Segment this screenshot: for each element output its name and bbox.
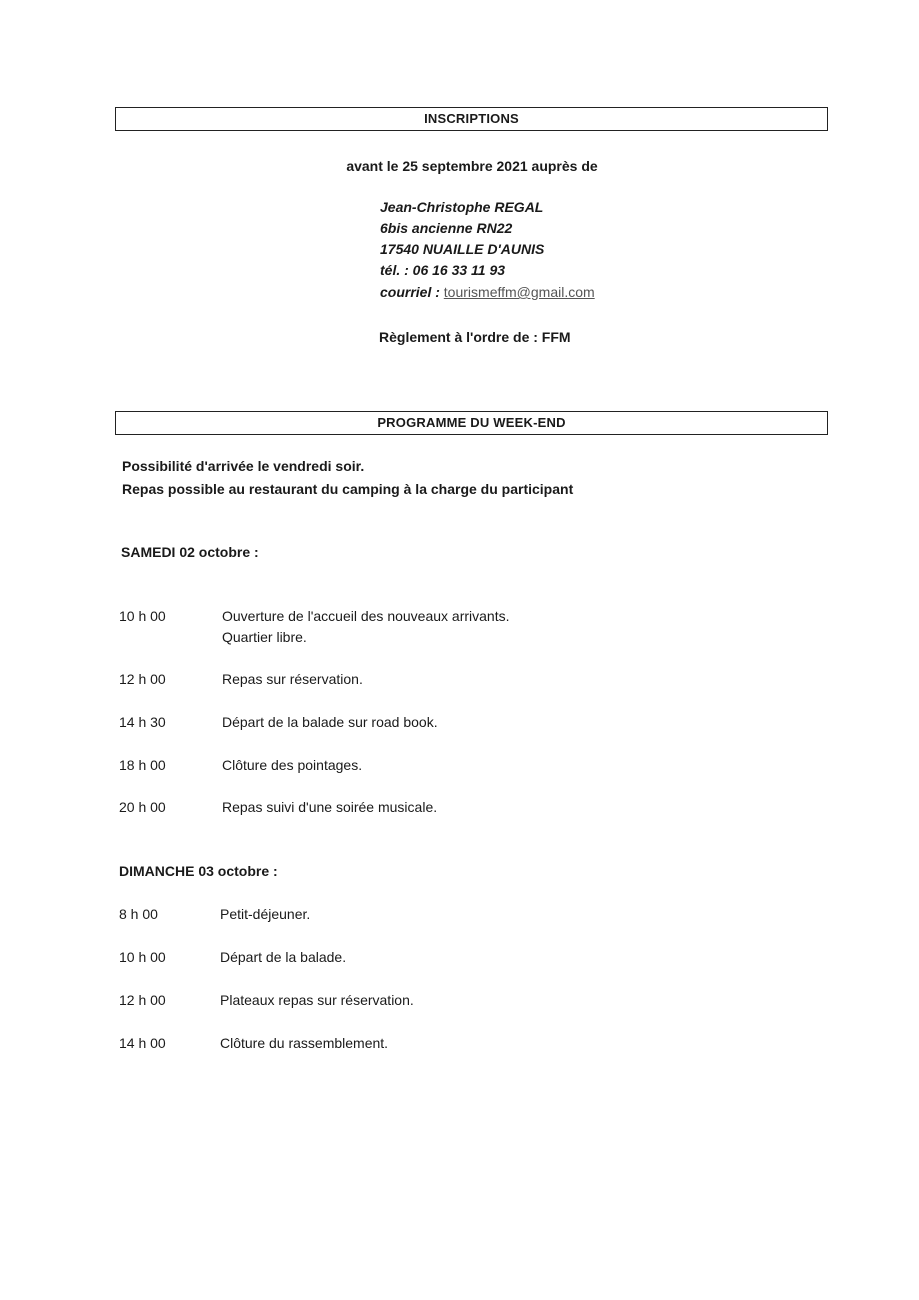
contact-name: Jean-Christophe REGAL <box>380 199 544 215</box>
schedule-desc: Départ de la balade sur road book. <box>222 714 438 730</box>
email-label: courriel : <box>380 284 440 300</box>
contact-address-line1: 6bis ancienne RN22 <box>380 220 513 236</box>
contact-phone: tél. : 06 16 33 11 93 <box>380 262 506 278</box>
schedule-desc: Clôture du rassemblement. <box>220 1035 389 1051</box>
schedule-time: 12 h 00 <box>119 671 166 687</box>
intro-arrival: Possibilité d'arrivée le vendredi soir. <box>122 458 365 474</box>
schedule-time: 20 h 00 <box>119 799 166 815</box>
programme-header: PROGRAMME DU WEEK-END <box>115 411 828 435</box>
schedule-time: 18 h 00 <box>119 757 166 773</box>
schedule-time: 12 h 00 <box>119 992 166 1008</box>
schedule-desc-secondary: Quartier libre. <box>222 629 307 645</box>
schedule-desc: Clôture des pointages. <box>222 757 363 773</box>
schedule-desc: Repas suivi d'une soirée musicale. <box>222 799 438 815</box>
schedule-desc: Départ de la balade. <box>220 949 347 965</box>
schedule-desc: Plateaux repas sur réservation. <box>220 992 414 1008</box>
schedule-time: 10 h 00 <box>119 949 166 965</box>
intro-meal: Repas possible au restaurant du camping à la charge du participant <box>122 481 574 497</box>
sunday-title: DIMANCHE 03 octobre : <box>119 863 278 879</box>
schedule-time: 14 h 00 <box>119 1035 166 1051</box>
contact-email-line <box>380 282 595 303</box>
schedule-time: 14 h 30 <box>119 714 166 730</box>
schedule-desc: Repas sur réservation. <box>222 671 363 687</box>
schedule-time: 8 h 00 <box>119 906 158 922</box>
deadline-text: avant le 25 septembre 2021 auprès de <box>346 158 598 174</box>
inscriptions-header: INSCRIPTIONS <box>115 107 828 131</box>
contact-address-line2: 17540 NUAILLE D'AUNIS <box>380 241 545 257</box>
saturday-title: SAMEDI 02 octobre : <box>121 544 259 560</box>
schedule-time: 10 h 00 <box>119 608 166 624</box>
reglement-text: Règlement à l'ordre de : FFM <box>379 329 571 345</box>
email-link[interactable]: tourismeffm@gmail.com <box>443 284 595 300</box>
schedule-desc: Petit-déjeuner. <box>220 906 311 922</box>
schedule-desc: Ouverture de l'accueil des nouveaux arrivants. <box>222 608 510 624</box>
